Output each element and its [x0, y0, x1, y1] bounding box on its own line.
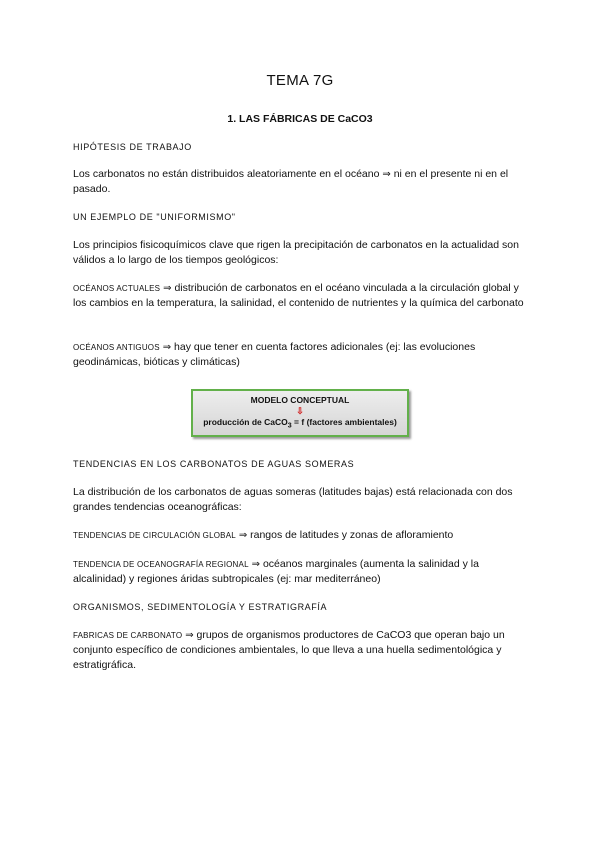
term-oceanos-actuales: OCÉANOS ACTUALES — [73, 284, 161, 293]
term-circulacion: TENDENCIAS DE CIRCULACIÓN GLOBAL — [73, 531, 236, 540]
box-line3-b: = f (factores ambientales) — [291, 417, 397, 427]
down-arrow-icon: ⇩ — [296, 406, 304, 416]
para-uniformismo: Los principios fisicoquímicos clave que rigen la precipitación de carbonatos en la actualidad son válidos a lo largo de los tiempos geológicos: — [73, 239, 519, 266]
right-double-arrow-icon: ⇒ — [163, 283, 172, 294]
label-tendencias: TENDENCIAS EN LOS CARBONATOS DE AGUAS SOMERAS — [73, 459, 355, 469]
label-uniformismo: UN EJEMPLO DE "UNIFORMISMO" — [73, 212, 236, 222]
para-oceanos-antiguos — [73, 340, 528, 370]
box-line1: MODELO CONCEPTUAL — [250, 395, 350, 405]
right-double-arrow-icon: ⇒ — [238, 530, 248, 541]
text-circulacion: rangos de latitudes y zonas de afloramiento — [250, 529, 454, 541]
right-double-arrow-icon: ⇒ — [382, 169, 391, 180]
box-line3-a: producción de CaCO — [203, 417, 288, 427]
right-double-arrow-icon: ⇒ — [251, 559, 261, 570]
para-oceanos-actuales — [73, 281, 528, 311]
text-oceanos-actuales: distribución de carbonatos en el océano vinculada a la circulación global y los cambios en la temperatura, la salinidad, el contenido de nutrientes y la química del carbonato — [73, 282, 524, 309]
text-oceanografia: océanos marginales (aumenta la salinidad y la alcalinidad) y regiones áridas subtropicales (ej: mar mediterráneo) — [73, 558, 479, 585]
hipotesis-text-a: Los carbonatos no están distribuidos aleatoriamente en el océano — [73, 168, 380, 180]
hipotesis-text-b: ni en el presente ni en el pasado. — [73, 168, 509, 195]
right-double-arrow-icon: ⇒ — [162, 342, 172, 353]
right-double-arrow-icon: ⇒ — [185, 630, 194, 641]
term-fabricas: FABRICAS DE CARBONATO — [73, 631, 183, 640]
para-circulacion — [73, 528, 528, 543]
para-tendencias: La distribución de los carbonatos de aguas someras (latitudes bajas) está relacionada con dos grandes tendencias oceanográficas: — [73, 486, 513, 513]
doc-title: TEMA 7G — [266, 72, 334, 89]
para-fabricas — [73, 628, 528, 673]
text-fabricas: grupos de organismos productores de CaCO3 que operan bajo un conjunto específico de condiciones ambientales, lo que lleva a una huella sedimentológica y estratigráfica. — [73, 629, 505, 671]
text-oceanos-antiguos: hay que tener en cuenta factores adicionales (ej: las evoluciones geodinámicas, bióticas y climáticas) — [73, 341, 476, 368]
box-line3-sub: 3 — [287, 421, 292, 430]
para-oceanografia — [73, 557, 528, 587]
conceptual-model-box — [191, 389, 409, 437]
para-hipotesis — [73, 167, 528, 197]
section-title: 1. LAS FÁBRICAS DE CaCO3 — [227, 113, 373, 125]
label-hipotesis: HIPÓTESIS DE TRABAJO — [73, 142, 192, 152]
term-oceanografia: TENDENCIA DE OCEANOGRAFÍA REGIONAL — [73, 560, 249, 569]
box-line3 — [193, 417, 407, 432]
term-oceanos-antiguos: OCÉANOS ANTIGUOS — [73, 343, 160, 352]
label-organismos: ORGANISMOS, SEDIMENTOLOGÍA Y ESTRATIGRAFÍA — [73, 602, 328, 612]
